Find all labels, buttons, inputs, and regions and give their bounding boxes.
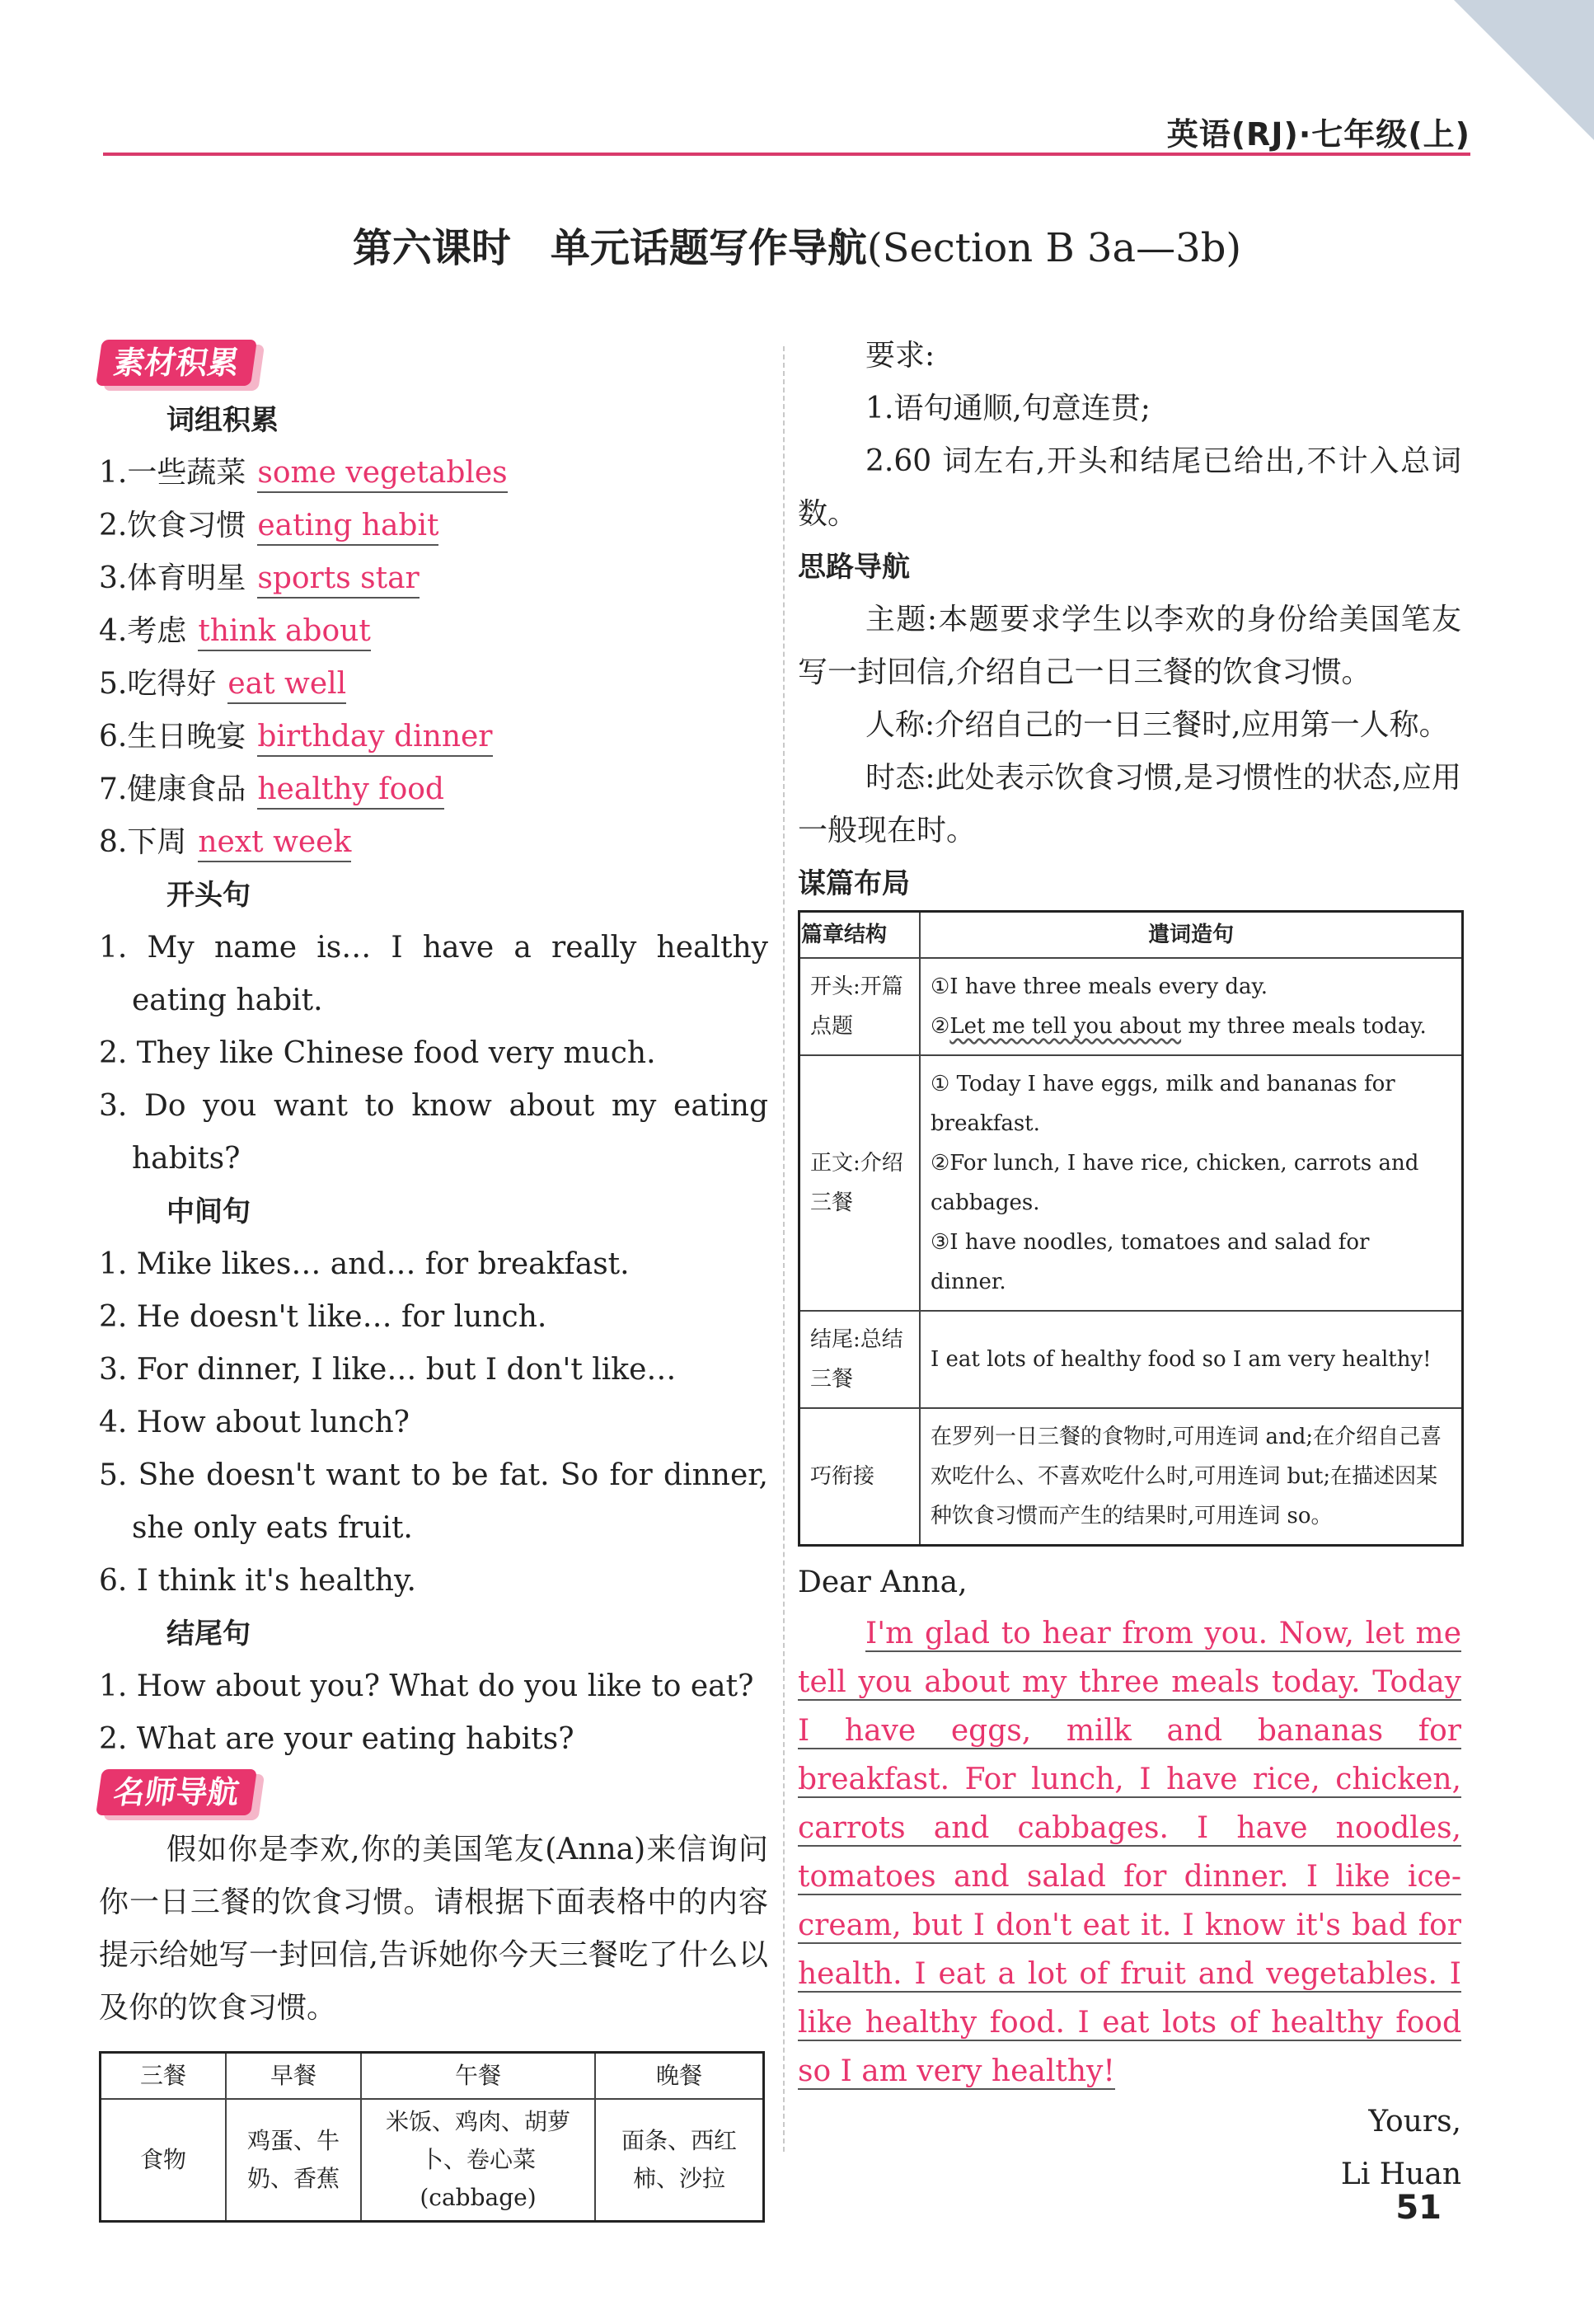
meal-table-cell: 米饭、鸡肉、胡萝卜、卷心菜(cabbage): [361, 2099, 595, 2222]
layout-sentence: ① Today I have eggs, milk and bananas for breakfast.: [931, 1072, 1395, 1136]
opening-item: 1. My name is… I have a really healthy eating habit.: [99, 931, 768, 1017]
middle-item: 2. He doesn't like… for lunch.: [99, 1300, 547, 1334]
opening-item: 2. They like Chinese food very much.: [99, 1036, 656, 1070]
ending-item: 1. How about you? What do you like to eat?: [99, 1669, 754, 1703]
phrase-answer: sports star: [257, 561, 419, 599]
page-number: 51: [1395, 2189, 1442, 2227]
layout-tip: 在罗列一日三餐的食物时,可用连词 and;在介绍自己喜欢吃什么、不喜欢吃什么时,可用连词 but;在描述因某种饮食习惯而产生的结果时,可用连词 so。: [920, 1408, 1463, 1546]
idea-person: 人称:介绍自己的一日三餐时,应用第一人称。: [865, 708, 1449, 742]
middle-item: 6. I think it's healthy.: [99, 1564, 416, 1598]
phrase-answer: eat well: [227, 667, 346, 704]
left-column: [99, 336, 768, 2223]
middle-item: 1. Mike likes… and… for breakfast.: [99, 1247, 630, 1281]
page-corner-fold: [1454, 0, 1594, 140]
middle-item: 5. She doesn't want to be fat. So for dinner, she only eats fruit.: [99, 1458, 768, 1545]
material-tag: 素材积累: [96, 340, 257, 386]
layout-row-label: 巧衔接: [799, 1408, 921, 1546]
lesson-title: [0, 216, 1594, 273]
ending-item: 2. What are your eating habits?: [99, 1722, 574, 1756]
phrase-chinese: 3.体育明星: [99, 561, 246, 595]
meal-table-header: 晚餐: [595, 2053, 764, 2100]
phrase-chinese: 7.健康食品: [99, 772, 246, 806]
layout-highlight: Let me tell you about: [949, 1014, 1182, 1039]
phrase-chinese: 6.生日晚宴: [99, 720, 246, 754]
layout-marker: ②: [931, 1014, 950, 1039]
middle-item: 4. How about lunch?: [99, 1406, 410, 1439]
layout-col-structure: 篇章结构: [799, 912, 921, 959]
right-column: [798, 330, 1461, 2201]
layout-sentence: ①I have three meals every day.: [931, 974, 1268, 999]
closing: Yours,: [1368, 2105, 1461, 2139]
layout-sentence: ②For lunch, I have rice, chicken, carrots and cabbages.: [931, 1151, 1419, 1215]
column-divider: [783, 346, 785, 2152]
lesson-title-section: (Section B 3a—3b): [866, 225, 1242, 271]
requirement-item: 2.60 词左右,开头和结尾已给出,不计入总词数。: [798, 444, 1461, 531]
meal-table-header: 午餐: [361, 2053, 595, 2100]
phrase-chinese: 2.饮食习惯: [99, 509, 246, 542]
middle-item: 3. For dinner, I like… but I don't like…: [99, 1353, 677, 1387]
salutation: Dear Anna,: [798, 1566, 968, 1599]
requirements-heading: 要求:: [865, 339, 935, 373]
opening-heading: 开头句: [166, 879, 251, 912]
layout-table: [798, 910, 1464, 1547]
idea-heading: 思路导航: [798, 551, 910, 584]
writing-task: 假如你是李欢,你的美国笔友(Anna)来信询问你一日三餐的饮食习惯。请根据下面表格中的内容提示给她写一封回信,告诉她你今天三餐吃了什么以及你的饮食习惯。: [99, 1833, 768, 2025]
guide-tag: 名师导航: [96, 1769, 257, 1815]
letter-body-text: I'm glad to hear from you. Now, let me tell you about my three meals today. Today I have eggs, milk and bananas for breakfast. For lunch, I have rice, chicken, carrots and cabbages. I have noodles, tomatoes and salad for dinner. I like ice-cream, but I don't eat it. I know it's bad for health. I eat a lot of fruit and vegetables. I like healthy food. I eat lots of healthy food so I am very healthy!: [798, 1617, 1461, 2088]
meal-table-cell: 鸡蛋、牛奶、香蕉: [226, 2099, 361, 2222]
layout-row-content: [920, 1055, 1463, 1311]
middle-heading: 中间句: [166, 1195, 251, 1228]
signature: Li Huan: [1340, 2157, 1461, 2191]
phrase-answer: healthy food: [257, 772, 444, 810]
layout-row-label: 结尾:总结三餐: [799, 1311, 921, 1408]
phrase-item: [99, 447, 768, 500]
meal-table-cell: 面条、西红柿、沙拉: [595, 2099, 764, 2222]
phrase-chinese: 5.吃得好: [99, 667, 217, 701]
layout-heading: 谋篇布局: [798, 867, 910, 900]
layout-rest: my three meals today.: [1181, 1014, 1427, 1039]
running-header: 英语(RJ)·七年级(上): [1166, 116, 1470, 153]
opening-item: 3. Do you want to know about my eating habits?: [99, 1089, 768, 1176]
layout-sentence: [931, 1007, 1451, 1046]
phrase-chinese: 4.考虑: [99, 614, 187, 648]
idea-tense: 时态:此处表示饮食习惯,是习惯性的状态,应用一般现在时。: [798, 761, 1461, 847]
phrase-item: [99, 711, 768, 763]
phrases-heading: 词组积累: [166, 404, 279, 437]
phrase-item: [99, 500, 768, 552]
phrase-chinese: 8.下周: [99, 825, 187, 859]
phrase-item: [99, 552, 768, 605]
phrase-item: [99, 763, 768, 816]
ending-heading: 结尾句: [166, 1617, 251, 1650]
phrase-list: [99, 447, 768, 869]
meal-table-header: 早餐: [226, 2053, 361, 2100]
layout-sentence: I eat lots of healthy food so I am very healthy!: [920, 1311, 1463, 1408]
layout-col-wording: 遣词造句: [920, 912, 1463, 959]
letter-body: [798, 1609, 1461, 2096]
layout-sentence: ③I have noodles, tomatoes and salad for dinner.: [931, 1230, 1370, 1294]
phrase-answer: some vegetables: [257, 456, 507, 493]
phrase-chinese: 1.一些蔬菜: [99, 456, 246, 490]
requirement-item: 1.语句通顺,句意连贯;: [865, 392, 1151, 425]
phrase-item: [99, 605, 768, 658]
phrase-answer: birthday dinner: [257, 720, 492, 757]
phrase-answer: think about: [198, 614, 370, 651]
meal-table-header: 三餐: [101, 2053, 227, 2100]
idea-theme: 主题:本题要求学生以李欢的身份给美国笔友写一封回信,介绍自己一日三餐的饮食习惯。: [798, 603, 1461, 689]
meal-table-row-label: 食物: [101, 2099, 227, 2222]
phrase-answer: next week: [198, 825, 351, 862]
layout-row-label: 开头:开篇点题: [799, 958, 921, 1055]
phrase-answer: eating habit: [257, 509, 438, 546]
phrase-item: [99, 816, 768, 869]
header-rule: [103, 153, 1470, 156]
layout-row-content: [920, 958, 1463, 1055]
layout-row-label: 正文:介绍三餐: [799, 1055, 921, 1311]
meal-table: [99, 2051, 765, 2223]
phrase-item: [99, 658, 768, 711]
lesson-title-main: 第六课时 单元话题写作导航: [352, 225, 867, 271]
